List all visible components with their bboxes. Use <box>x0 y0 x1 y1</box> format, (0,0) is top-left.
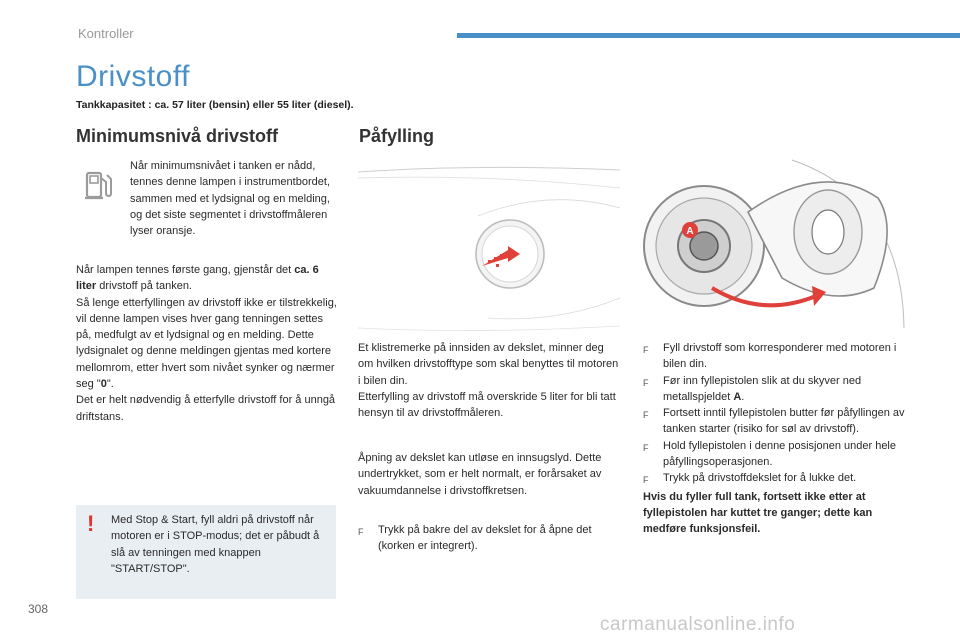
watermark: carmanualsonline.info <box>600 614 796 635</box>
bullet-icon: F <box>643 475 649 486</box>
filling-steps <box>643 340 908 538</box>
page-number: 308 <box>28 602 49 616</box>
bullet-icon: F <box>643 410 649 421</box>
bullet-icon: F <box>643 377 649 388</box>
step-item <box>643 405 908 438</box>
fuel-filler-illustration <box>642 158 906 334</box>
tank-capacity: Tankkapasitet : ca. 57 liter (bensin) eller 55 liter (diesel). <box>76 99 354 111</box>
refill-necessity: Det er helt nødvendig å etterfylle drivstoff for å unngå driftstans. <box>76 394 336 423</box>
stop-start-warning: Med Stop & Start, fyll aldri på drivstoff når motoren er i STOP-modus; det er påbudt å slå av tenningen med knappen "START/STOP". <box>111 514 320 575</box>
step-item <box>643 470 908 488</box>
step-text: Fortsett inntil fyllepistolen butter før påfyllingen av tanken starter (risiko for søl av drivstoff). <box>663 407 905 436</box>
step-text: Hold fyllepistolen i denne posisjonen under hele påfyllingsoperasjonen. <box>663 439 896 469</box>
header-accent-bar <box>457 33 960 38</box>
lamp-description: Når minimumsnivået i tanken er nådd, tennes denne lampen i instrumentbordet, sammen med et lydsignal og en melding, og det siste segmentet i drivstoffmåleren lyser oransje. <box>130 160 330 238</box>
minimum-refill-text: Etterfylling av drivstoff må overskride 5 liter for bli tatt hensyn til av drivstoffmåleren. <box>358 390 616 420</box>
remaining-fuel: ca. 6 liter <box>76 264 319 293</box>
bullet-icon: F <box>643 345 649 355</box>
zero-level: 0 <box>100 378 107 391</box>
warning-icon: ! <box>87 511 95 536</box>
heading-filling: Påfylling <box>359 126 435 146</box>
heading-minimum-level: Minimumsnivå drivstoff <box>76 126 279 146</box>
fuel-pump-icon <box>84 168 114 200</box>
step-text: Fyll drivstoff som korresponderer med motoren i bilen din. <box>663 342 897 371</box>
open-flap-step <box>358 522 620 555</box>
full-tank-warning: Hvis du fyller full tank, fortsett ikke etter at fyllepistolen har kuttet tre ganger; dette kan medføre funksjonsfeil. <box>643 490 873 536</box>
step-item <box>643 340 908 373</box>
sticker-text: Et klistremerke på innsiden av dekslet, minner deg om hvilken drivstofftype som skal benyttes til motoren i bilen din. <box>358 342 619 387</box>
step-item <box>643 373 908 406</box>
open-flap-text: Trykk på bakre del av dekslet for å åpne det (korken er integrert). <box>378 524 592 553</box>
step-item <box>643 438 908 471</box>
fuel-door-location-illustration <box>358 158 622 334</box>
step-text-end: . <box>741 390 745 403</box>
page-title: Drivstoff <box>76 60 190 93</box>
section-tag: Kontroller <box>78 26 134 41</box>
step-text: Før inn fyllepistolen slik at du skyver ned metallspjeldet <box>663 374 862 403</box>
bullet-icon: F <box>643 442 649 453</box>
repeat-warning-text: Så lenge etterfyllingen av drivstoff ikke er tilstrekkelig, vil denne lampen vises hver gang tenningen settes på, medfulgt av et lydsignal og en melding. Dette lydsignalet og denne meldingen gjentas med kortere mellomrom, etter hvert som nivået synker og nærmer seg " <box>76 296 337 391</box>
first-lamp-text: Når lampen tennes første gang, gjenstår det <box>76 264 292 276</box>
opening-sound-info: Åpning av dekslet kan utløse en innsugslyd. Dette undertrykket, som er helt normalt, er forårsaket av vakuumdannelse i drivstoffkretsen. <box>358 452 602 497</box>
sticker-info <box>358 340 620 421</box>
callout-a-label: A <box>686 226 694 237</box>
first-lamp-text-end: drivstoff på tanken. <box>99 280 192 293</box>
low-fuel-explanation <box>76 262 338 425</box>
bullet-icon: F <box>358 527 364 537</box>
shutter-label: A <box>733 390 742 403</box>
repeat-warning-end: ". <box>106 378 114 391</box>
step-text: Trykk på drivstoffdekslet for å lukke det. <box>663 472 857 485</box>
